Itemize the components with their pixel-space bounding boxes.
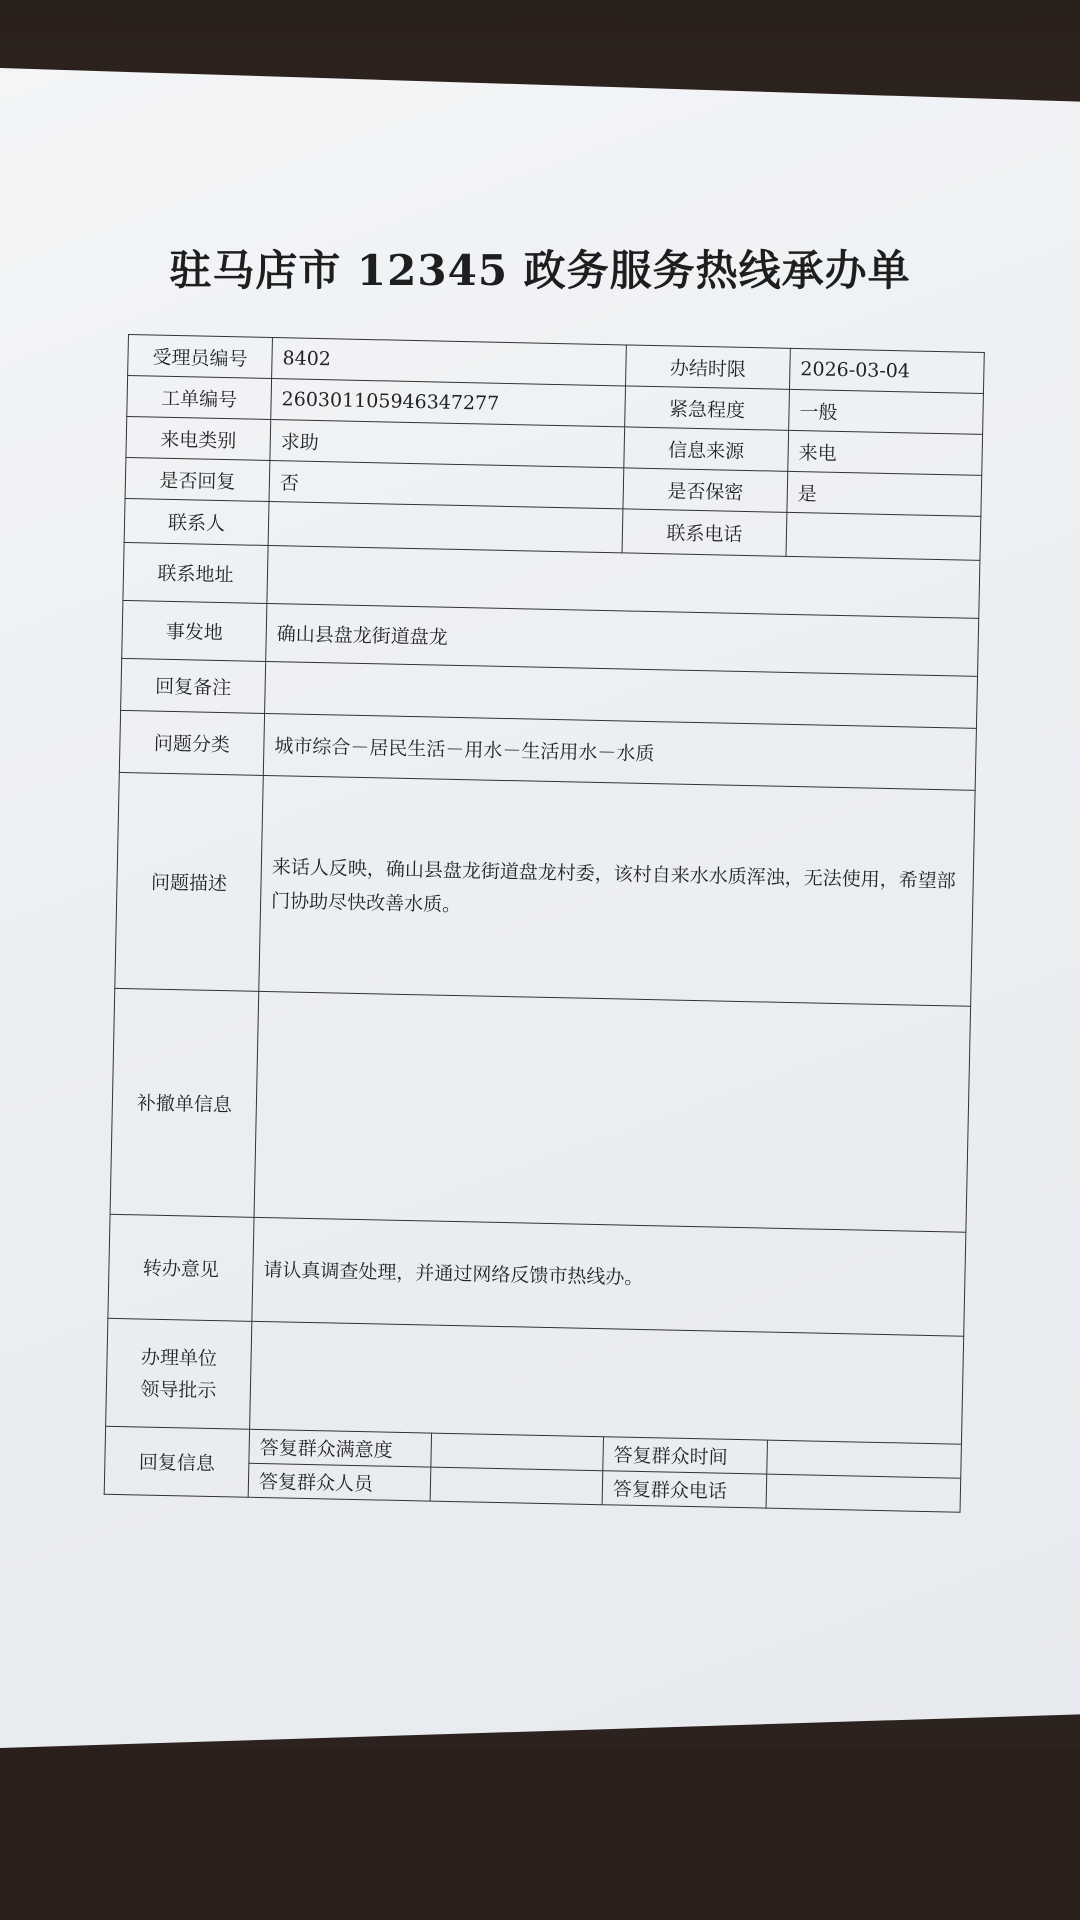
order-no-value: 260301105946347277 bbox=[271, 379, 626, 427]
contact-address-label: 联系地址 bbox=[123, 542, 268, 603]
row-supplement bbox=[110, 988, 971, 1232]
urgency-value: 一般 bbox=[789, 389, 984, 434]
category-label: 问题分类 bbox=[119, 710, 264, 775]
reply-phone-label: 答复群众电话 bbox=[602, 1471, 767, 1508]
reply-needed-label: 是否回复 bbox=[125, 457, 270, 501]
leader-instruction-value bbox=[250, 1321, 964, 1444]
contact-person-value bbox=[268, 501, 623, 552]
row-leader-instruction bbox=[106, 1318, 964, 1444]
reply-info-label: 回复信息 bbox=[104, 1426, 249, 1497]
urgency-label: 紧急程度 bbox=[625, 386, 790, 430]
satisfaction-value bbox=[431, 1433, 604, 1471]
order-no-label: 工单编号 bbox=[127, 376, 272, 420]
satisfaction-label: 答复群众满意度 bbox=[249, 1429, 432, 1467]
transfer-opinion-value: 请认真调查处理，并通过网络反馈市热线办。 bbox=[252, 1217, 966, 1336]
category-value: 城市综合－居民生活－用水－生活用水－水质 bbox=[263, 713, 976, 790]
document-title: 驻马店市 12345 政务服务热线承办单 bbox=[169, 246, 911, 295]
description-value: 来话人反映，确山县盘龙街道盘龙村委，该村自来水水质浑浊，无法使用，希望部门协助尽快改善水质。 bbox=[259, 775, 975, 1006]
receiver-id-value: 8402 bbox=[272, 338, 627, 386]
transfer-opinion-label: 转办意见 bbox=[108, 1214, 254, 1321]
reply-note-label: 回复备注 bbox=[121, 658, 266, 713]
leader-instruction-label-line1: 办理单位 bbox=[140, 1346, 218, 1370]
call-type-label: 来电类别 bbox=[126, 416, 271, 460]
contact-phone-label: 联系电话 bbox=[622, 509, 787, 556]
call-type-value: 求助 bbox=[270, 420, 625, 468]
confidential-label: 是否保密 bbox=[623, 468, 788, 512]
desk-background bbox=[0, 1748, 1080, 1920]
service-form-table bbox=[104, 334, 985, 1513]
info-source-label: 信息来源 bbox=[624, 427, 789, 471]
contact-person-label: 联系人 bbox=[124, 498, 269, 545]
reply-time-value bbox=[767, 1440, 962, 1478]
leader-instruction-label-line2: 领导批示 bbox=[140, 1377, 217, 1402]
reply-person-value bbox=[430, 1467, 603, 1505]
leader-instruction-label bbox=[106, 1318, 252, 1429]
location-value: 确山县盘龙街道盘龙 bbox=[266, 603, 979, 676]
receiver-id-label: 受理员编号 bbox=[128, 335, 273, 379]
location-label: 事发地 bbox=[122, 600, 267, 661]
supplement-value bbox=[254, 991, 971, 1232]
row-description bbox=[115, 772, 975, 1006]
deadline-value: 2026-03-04 bbox=[790, 348, 985, 393]
row-transfer-opinion bbox=[108, 1214, 966, 1336]
reply-phone-value bbox=[766, 1474, 961, 1512]
reply-person-label: 答复群众人员 bbox=[248, 1463, 431, 1501]
description-label: 问题描述 bbox=[115, 772, 263, 991]
supplement-label: 补撤单信息 bbox=[110, 988, 259, 1217]
info-source-value: 来电 bbox=[788, 430, 983, 475]
confidential-value: 是 bbox=[787, 471, 982, 516]
reply-needed-value: 否 bbox=[269, 460, 624, 508]
reply-time-label: 答复群众时间 bbox=[603, 1437, 768, 1474]
contact-phone-value bbox=[786, 512, 981, 560]
deadline-label: 办结时限 bbox=[626, 345, 791, 389]
